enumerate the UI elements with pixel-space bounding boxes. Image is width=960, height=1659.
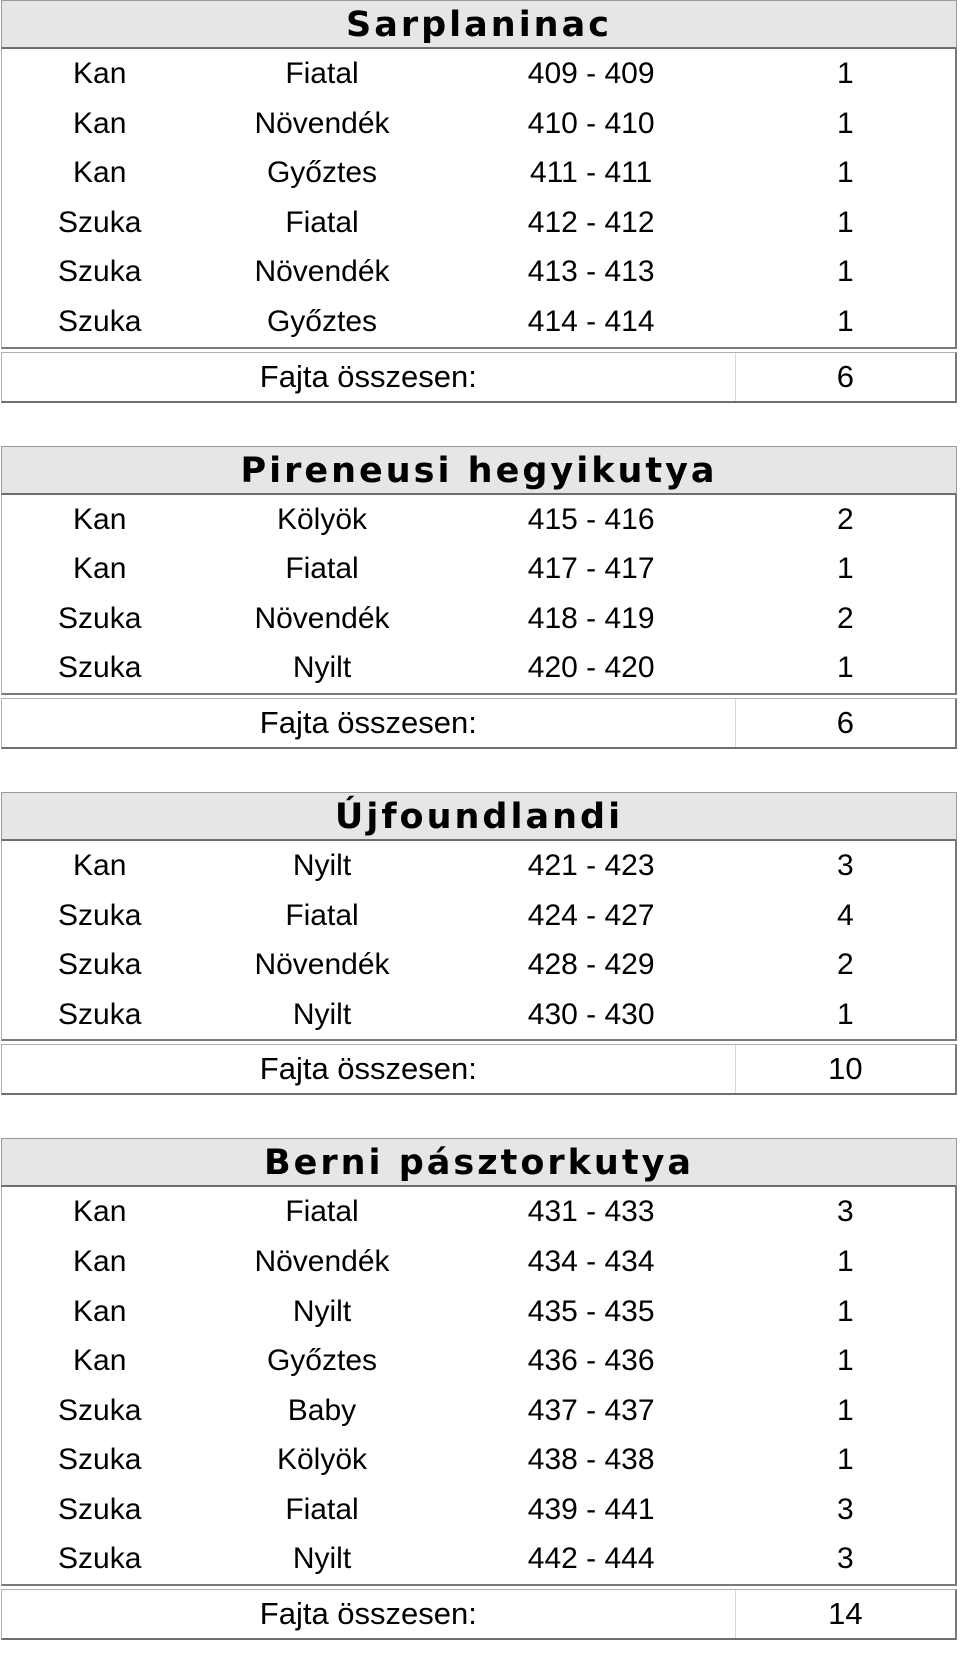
total-value: 6 xyxy=(836,704,854,740)
breed-section xyxy=(1,0,957,403)
class-cell: Növendék xyxy=(254,948,390,982)
count-cell: 4 xyxy=(837,898,854,932)
table-row xyxy=(2,594,955,644)
count-cell: 1 xyxy=(837,1443,854,1477)
table-row xyxy=(2,990,955,1040)
breed-section xyxy=(1,792,957,1095)
class-cell: Kölyök xyxy=(276,1443,368,1477)
count-cell: 1 xyxy=(837,1393,854,1427)
class-cell: Növendék xyxy=(254,106,390,140)
count-cell: 1 xyxy=(837,1294,854,1328)
total-value: 10 xyxy=(828,1051,863,1087)
sex-cell: Szuka xyxy=(58,304,142,338)
sex-cell: Kan xyxy=(73,552,127,586)
sex-cell: Szuka xyxy=(58,1492,142,1526)
class-cell: Győztes xyxy=(266,304,378,338)
total-value: 14 xyxy=(828,1596,863,1632)
total-value: 6 xyxy=(836,358,854,394)
class-cell: Növendék xyxy=(254,255,390,289)
table-row xyxy=(2,99,955,149)
sex-cell: Kan xyxy=(73,156,127,190)
count-cell: 1 xyxy=(837,651,854,685)
table-row xyxy=(2,297,955,347)
table-row xyxy=(2,544,955,594)
catalog-range-cell: 417 - 417 xyxy=(527,552,655,586)
count-cell: 3 xyxy=(837,848,854,882)
breed-title: Újfoundlandi xyxy=(1,792,957,841)
count-cell: 2 xyxy=(837,502,854,536)
section-gap xyxy=(0,1095,960,1138)
class-cell: Győztes xyxy=(266,156,378,190)
breed-section xyxy=(1,1138,957,1640)
breed-total-row xyxy=(1,1044,957,1095)
table-row xyxy=(2,247,955,297)
catalog-range-cell: 411 - 411 xyxy=(529,156,653,190)
breed-total-row xyxy=(1,698,957,749)
sex-cell: Kan xyxy=(73,1244,127,1278)
catalog-range-cell: 436 - 436 xyxy=(527,1344,655,1378)
table-row xyxy=(2,198,955,248)
catalog-range-cell: 437 - 437 xyxy=(527,1393,655,1427)
sex-cell: Kan xyxy=(73,502,127,536)
class-cell: Nyilt xyxy=(292,997,352,1031)
class-cell: Baby xyxy=(287,1393,357,1427)
table-row xyxy=(2,1237,955,1287)
class-cell: Növendék xyxy=(254,1244,390,1278)
class-cell: Nyilt xyxy=(292,651,352,685)
sex-cell: Kan xyxy=(73,1294,127,1328)
table-row xyxy=(2,148,955,198)
sex-cell: Szuka xyxy=(58,1443,142,1477)
sex-cell: Kan xyxy=(73,1195,127,1229)
count-cell: 2 xyxy=(837,601,854,635)
sex-cell: Kan xyxy=(73,106,127,140)
class-cell: Növendék xyxy=(254,601,390,635)
catalog-range-cell: 415 - 416 xyxy=(527,502,655,536)
catalog-range-cell: 438 - 438 xyxy=(527,1443,655,1477)
table-row xyxy=(2,49,955,99)
count-cell: 1 xyxy=(837,156,854,190)
catalog-range-cell: 430 - 430 xyxy=(527,997,655,1031)
total-label: Fajta összesen: xyxy=(2,1045,736,1093)
sex-cell: Kan xyxy=(73,1344,127,1378)
table-row xyxy=(2,495,955,545)
entry-rows xyxy=(1,49,957,349)
count-cell: 3 xyxy=(837,1492,854,1526)
total-label: Fajta összesen: xyxy=(2,699,736,747)
count-cell: 1 xyxy=(837,205,854,239)
sex-cell: Kan xyxy=(73,848,127,882)
class-cell: Fiatal xyxy=(285,1195,359,1229)
breed-title: Sarplaninac xyxy=(1,0,957,49)
count-cell: 1 xyxy=(837,106,854,140)
count-cell: 3 xyxy=(837,1542,854,1576)
catalog-range-cell: 435 - 435 xyxy=(527,1294,655,1328)
class-cell: Nyilt xyxy=(292,1294,352,1328)
catalog-range-cell: 420 - 420 xyxy=(527,651,655,685)
catalog-range-cell: 442 - 444 xyxy=(527,1542,655,1576)
class-cell: Kölyök xyxy=(276,502,368,536)
entry-rows xyxy=(1,495,957,695)
sex-cell: Szuka xyxy=(58,997,142,1031)
breed-section xyxy=(1,446,957,749)
count-cell: 1 xyxy=(837,255,854,289)
class-cell: Fiatal xyxy=(285,552,359,586)
count-cell: 1 xyxy=(837,997,854,1031)
count-cell: 1 xyxy=(837,304,854,338)
total-label: Fajta összesen: xyxy=(2,353,736,401)
catalog-range-cell: 421 - 423 xyxy=(527,848,655,882)
sex-cell: Szuka xyxy=(58,948,142,982)
table-row xyxy=(2,1485,955,1535)
catalog-range-cell: 431 - 433 xyxy=(527,1195,655,1229)
count-cell: 1 xyxy=(837,1344,854,1378)
sex-cell: Szuka xyxy=(58,1393,142,1427)
count-cell: 3 xyxy=(837,1195,854,1229)
catalog-range-cell: 413 - 413 xyxy=(527,255,655,289)
count-cell: 1 xyxy=(837,57,854,90)
class-cell: Fiatal xyxy=(285,205,359,239)
sex-cell: Szuka xyxy=(58,1542,142,1576)
catalog-range-cell: 412 - 412 xyxy=(527,205,655,239)
section-gap xyxy=(0,749,960,792)
breed-total-row xyxy=(1,1589,957,1640)
class-cell: Győztes xyxy=(266,1344,378,1378)
catalog-range-cell: 439 - 441 xyxy=(527,1492,655,1526)
sex-cell: Szuka xyxy=(58,255,142,289)
catalog-range-cell: 418 - 419 xyxy=(527,601,655,635)
sex-cell: Szuka xyxy=(58,601,142,635)
catalog-range-cell: 414 - 414 xyxy=(527,304,655,338)
class-cell: Nyilt xyxy=(292,848,352,882)
count-cell: 2 xyxy=(837,948,854,982)
breed-title: Pireneusi hegyikutya xyxy=(1,446,957,495)
sex-cell: Szuka xyxy=(58,651,142,685)
sex-cell: Szuka xyxy=(58,898,142,932)
entry-rows xyxy=(1,1187,957,1586)
entry-rows xyxy=(1,841,957,1041)
catalog-range-cell: 409 - 409 xyxy=(527,57,655,90)
table-row xyxy=(2,891,955,941)
catalog-range-cell: 428 - 429 xyxy=(527,948,655,982)
section-gap xyxy=(0,403,960,446)
total-label: Fajta összesen: xyxy=(2,1590,736,1638)
catalog-range-cell: 410 - 410 xyxy=(527,106,655,140)
table-row xyxy=(2,1534,955,1584)
table-row xyxy=(2,1386,955,1436)
catalog-range-cell: 434 - 434 xyxy=(527,1244,655,1278)
count-cell: 1 xyxy=(837,1244,854,1278)
breed-total-row xyxy=(1,352,957,403)
table-row xyxy=(2,1336,955,1386)
table-row xyxy=(2,1435,955,1485)
count-cell: 1 xyxy=(837,552,854,586)
sex-cell: Szuka xyxy=(58,205,142,239)
table-row xyxy=(2,940,955,990)
class-cell: Fiatal xyxy=(285,1492,359,1526)
table-row xyxy=(2,643,955,693)
breed-title: Berni pásztorkutya xyxy=(1,1138,957,1187)
class-cell: Fiatal xyxy=(285,57,359,90)
table-row xyxy=(2,841,955,891)
sex-cell: Kan xyxy=(73,57,127,90)
class-cell: Fiatal xyxy=(285,898,359,932)
class-cell: Nyilt xyxy=(292,1542,352,1576)
catalog-range-cell: 424 - 427 xyxy=(527,898,655,932)
table-row xyxy=(2,1287,955,1337)
table-row xyxy=(2,1187,955,1237)
